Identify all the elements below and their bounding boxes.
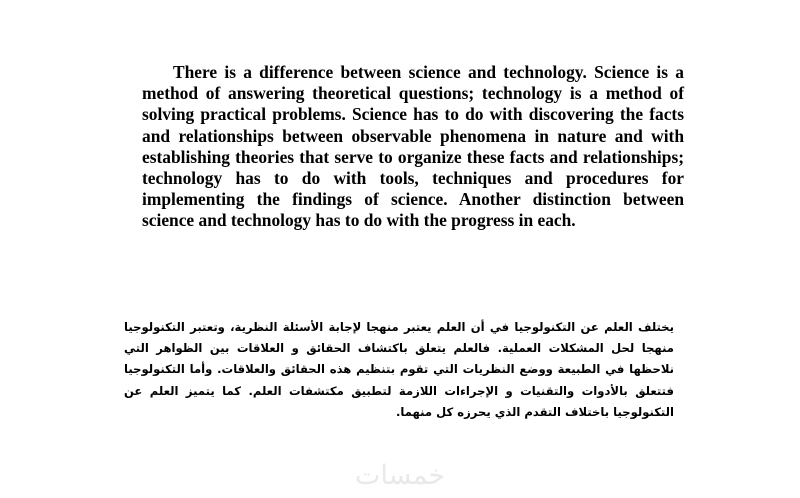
arabic-paragraph: يختلف العلم عن التكنولوجيا في أن العلم يعتبر منهجا لإجابة الأسئلة النظرية، وتعتبر التكنولوجيا منهجا لحل المشكلات العملية. فالعلم يتعلق باكتشاف الحقائق و العلاقات بين الظواهر التي نلاحظها في الطبيعة ووضع النظريات التي تقوم بتنظيم هذه الحقائق والعلاقات. وأما التكنولوجيا فتتعلق بالأدوات والتقنيات و الإجراءات اللازمة لتطبيق مكتشفات العلم. كما يتميز العلم عن التكنولوجيا باختلاف التقدم الذي يحرزه كل منهما. — [124, 320, 674, 419]
english-paragraph: There is a difference between science and technology. Science is a method of answering theoretical questions; technology is a method of solving practical problems. Science has to do with discovering the facts and relationships between observable phenomena in nature and with establishing theories that serve to organize these facts and relationships; technology has to do with tools, techniques and procedures for implementing the findings of science. Another distinction between science and technology has to do with the progress in each. — [142, 62, 684, 231]
watermark-logo: خمسات — [354, 460, 446, 491]
